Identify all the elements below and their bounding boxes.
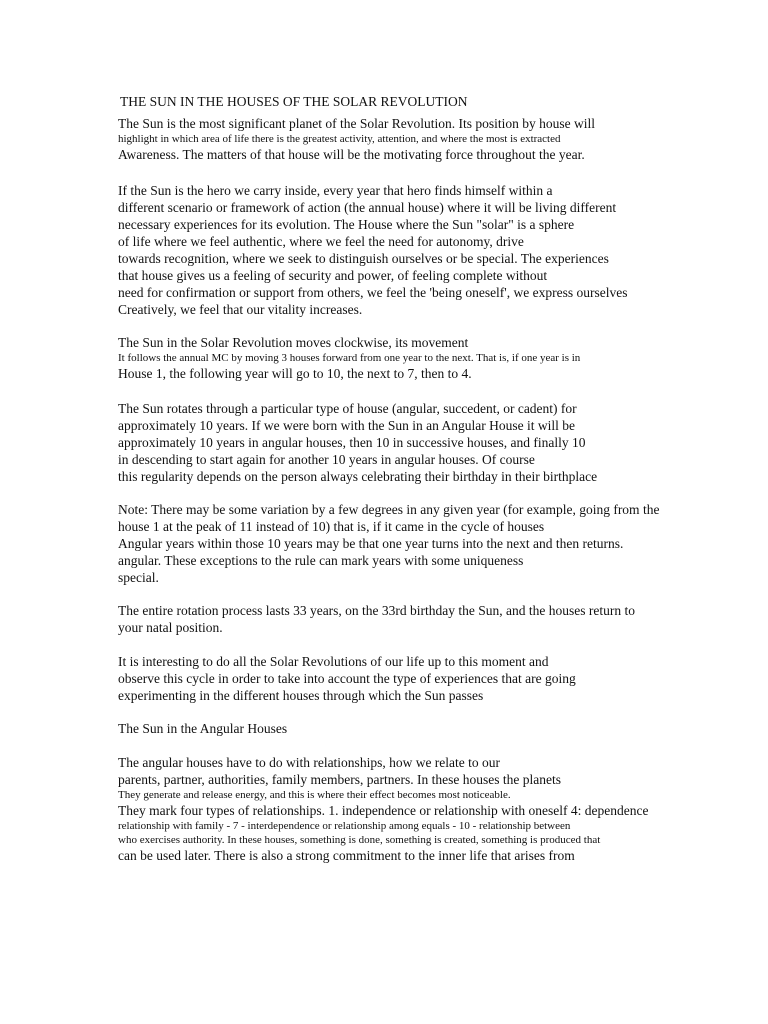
text-line: relationship with family - 7 - interdependence or relationship among equals - 10 - relationship between: [118, 820, 571, 832]
text-line: The Sun is the most significant planet of the Solar Revolution. Its position by house will: [118, 116, 595, 131]
text-line: different scenario or framework of action (the annual house) where it will be living different: [118, 200, 617, 215]
paragraph: [118, 334, 718, 382]
text-line: approximately 10 years in angular houses, then 10 in successive houses, and finally 10: [118, 435, 586, 450]
text-line: Creatively, we feel that our vitality increases.: [118, 302, 363, 317]
text-line: can be used later. There is also a strong commitment to the inner life that arises from: [118, 848, 575, 863]
text-line: that house gives us a feeling of security and power, of feeling complete without: [118, 268, 548, 283]
text-line: highlight in which area of life there is the greatest activity, attention, and where the most is extracted: [118, 133, 561, 145]
paragraph: [118, 400, 718, 485]
text-line: The Sun in the Solar Revolution moves clockwise, its movement: [118, 335, 469, 350]
text-line: Awareness. The matters of that house will be the motivating force throughout the year.: [118, 147, 585, 162]
paragraph: [118, 653, 718, 704]
text-line: of life where we feel authentic, where we feel the need for autonomy, drive: [118, 234, 524, 249]
text-line: who exercises authority. In these houses, something is done, something is created, something is produced that: [118, 834, 601, 846]
text-line: your natal position.: [118, 620, 223, 635]
paragraph: [118, 754, 718, 864]
paragraph: [118, 501, 718, 586]
text-line: It follows the annual MC by moving 3 houses forward from one year to the next. That is, if one year is in: [118, 352, 581, 364]
text-line: angular. These exceptions to the rule can mark years with some uniqueness: [118, 553, 524, 568]
text-line: They generate and release energy, and this is where their effect becomes most noticeable.: [118, 789, 511, 801]
text-line: need for confirmation or support from others, we feel the 'being oneself', we express ourselves: [118, 285, 628, 300]
text-line: special.: [118, 570, 159, 585]
text-line: They mark four types of relationships. 1. independence or relationship with oneself 4: dependence: [118, 803, 649, 818]
text-line: The Sun rotates through a particular type of house (angular, succedent, or cadent) for: [118, 401, 577, 416]
text-line: If the Sun is the hero we carry inside, every year that hero finds himself within a: [118, 183, 553, 198]
text-line: The Sun in the Angular Houses: [118, 721, 288, 736]
text-line: observe this cycle in order to take into account the type of experiences that are going: [118, 671, 576, 686]
text-line: Note: There may be some variation by a few degrees in any given year (for example, going from the: [118, 502, 660, 517]
text-line: The angular houses have to do with relationships, how we relate to our: [118, 755, 501, 770]
text-line: house 1 at the peak of 11 instead of 10) that is, if it came in the cycle of houses: [118, 519, 545, 534]
text-line: House 1, the following year will go to 10, the next to 7, then to 4.: [118, 366, 472, 381]
text-line: Angular years within those 10 years may be that one year turns into the next and then returns.: [118, 536, 624, 551]
text-line: It is interesting to do all the Solar Revolutions of our life up to this moment and: [118, 654, 549, 669]
text-line: towards recognition, where we seek to distinguish ourselves or be special. The experiences: [118, 251, 609, 266]
paragraph: [118, 182, 718, 318]
paragraph: [118, 720, 718, 737]
document-title: THE SUN IN THE HOUSES OF THE SOLAR REVOLUTION: [120, 94, 468, 109]
text-line: this regularity depends on the person always celebrating their birthday in their birthplace: [118, 469, 598, 484]
text-line: The entire rotation process lasts 33 years, on the 33rd birthday the Sun, and the houses return to: [118, 603, 636, 618]
text-line: approximately 10 years. If we were born with the Sun in an Angular House it will be: [118, 418, 576, 433]
paragraph: [118, 602, 718, 636]
paragraph: [118, 115, 718, 163]
text-line: parents, partner, authorities, family members, partners. In these houses the planets: [118, 772, 561, 787]
text-line: in descending to start again for another 10 years in angular houses. Of course: [118, 452, 535, 467]
text-line: experimenting in the different houses through which the Sun passes: [118, 688, 484, 703]
text-line: necessary experiences for its evolution. The House where the Sun "solar" is a sphere: [118, 217, 575, 232]
